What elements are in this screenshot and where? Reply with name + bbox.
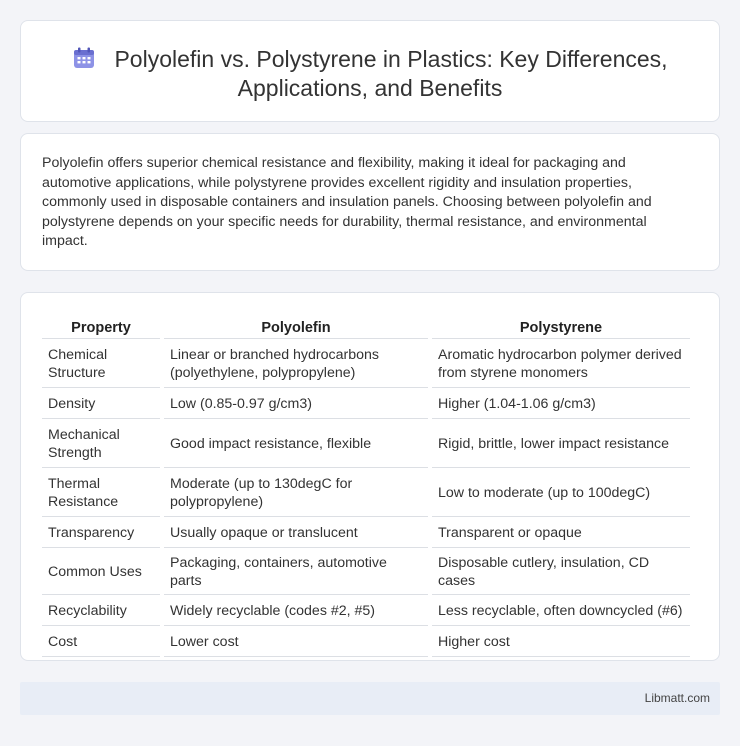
table-cell-polyolefin: Moderate (up to 130degC for polypropylene) xyxy=(164,470,428,517)
table-cell-polystyrene: Higher cost xyxy=(432,628,690,657)
table-row xyxy=(42,628,690,657)
table-cell-property: Thermal Resistance xyxy=(42,470,160,517)
table-cell-polyolefin: Lower cost xyxy=(164,628,428,657)
table-cell-polyolefin: Good impact resistance, flexible xyxy=(164,421,428,468)
footer-brand-link[interactable]: Libmatt.com xyxy=(644,691,710,705)
table-row xyxy=(42,550,690,595)
table-cell-property: Density xyxy=(42,390,160,419)
comparison-table xyxy=(38,315,694,659)
table-cell-property: Recyclability xyxy=(42,597,160,626)
comparison-table-card xyxy=(20,292,720,661)
table-row xyxy=(42,421,690,468)
table-row xyxy=(42,519,690,548)
table-cell-polyolefin: Low (0.85-0.97 g/cm3) xyxy=(164,390,428,419)
page-title-wrap xyxy=(21,45,719,103)
table-cell-polystyrene: Less recyclable, often downcycled (#6) xyxy=(432,597,690,626)
page-title: Polyolefin vs. Polystyrene in Plastics: Key Differences, Applications, and Benefits xyxy=(114,46,668,101)
table-cell-polyolefin: Packaging, containers, automotive parts xyxy=(164,550,428,595)
table-row xyxy=(42,470,690,517)
intro-paragraph: Polyolefin offers superior chemical resistance and flexibility, making it ideal for packaging and automotive applications, while polystyrene provides excellent rigidity and insulation properties, commonly used in disposable containers and insulation panels. Choosing between polyolefin and polystyrene depends on your specific needs for durability, thermal resistance, and environmental impact. xyxy=(42,155,652,250)
column-header-polystyrene: Polystyrene xyxy=(432,317,690,339)
table-cell-polystyrene: Transparent or opaque xyxy=(432,519,690,548)
table-cell-polystyrene: Disposable cutlery, insulation, CD cases xyxy=(432,550,690,595)
table-header-row xyxy=(42,317,690,339)
column-header-polyolefin: Polyolefin xyxy=(164,317,428,339)
table-cell-polystyrene: Rigid, brittle, lower impact resistance xyxy=(432,421,690,468)
intro-card xyxy=(20,133,720,271)
table-cell-polyolefin: Linear or branched hydrocarbons (polyethylene, polypropylene) xyxy=(164,341,428,388)
calendar-icon xyxy=(72,46,96,70)
title-card xyxy=(20,20,720,122)
table-cell-property: Cost xyxy=(42,628,160,657)
table-cell-polyolefin: Usually opaque or translucent xyxy=(164,519,428,548)
table-cell-polyolefin: Widely recyclable (codes #2, #5) xyxy=(164,597,428,626)
footer-bar xyxy=(20,682,720,715)
column-header-property: Property xyxy=(42,317,160,339)
table-cell-polystyrene: Low to moderate (up to 100degC) xyxy=(432,470,690,517)
table-cell-polystyrene: Aromatic hydrocarbon polymer derived from styrene monomers xyxy=(432,341,690,388)
table-row xyxy=(42,597,690,626)
table-cell-property: Mechanical Strength xyxy=(42,421,160,468)
table-cell-property: Transparency xyxy=(42,519,160,548)
table-row xyxy=(42,390,690,419)
table-cell-property: Chemical Structure xyxy=(42,341,160,388)
table-row xyxy=(42,341,690,388)
table-cell-property: Common Uses xyxy=(42,550,160,595)
table-cell-polystyrene: Higher (1.04-1.06 g/cm3) xyxy=(432,390,690,419)
